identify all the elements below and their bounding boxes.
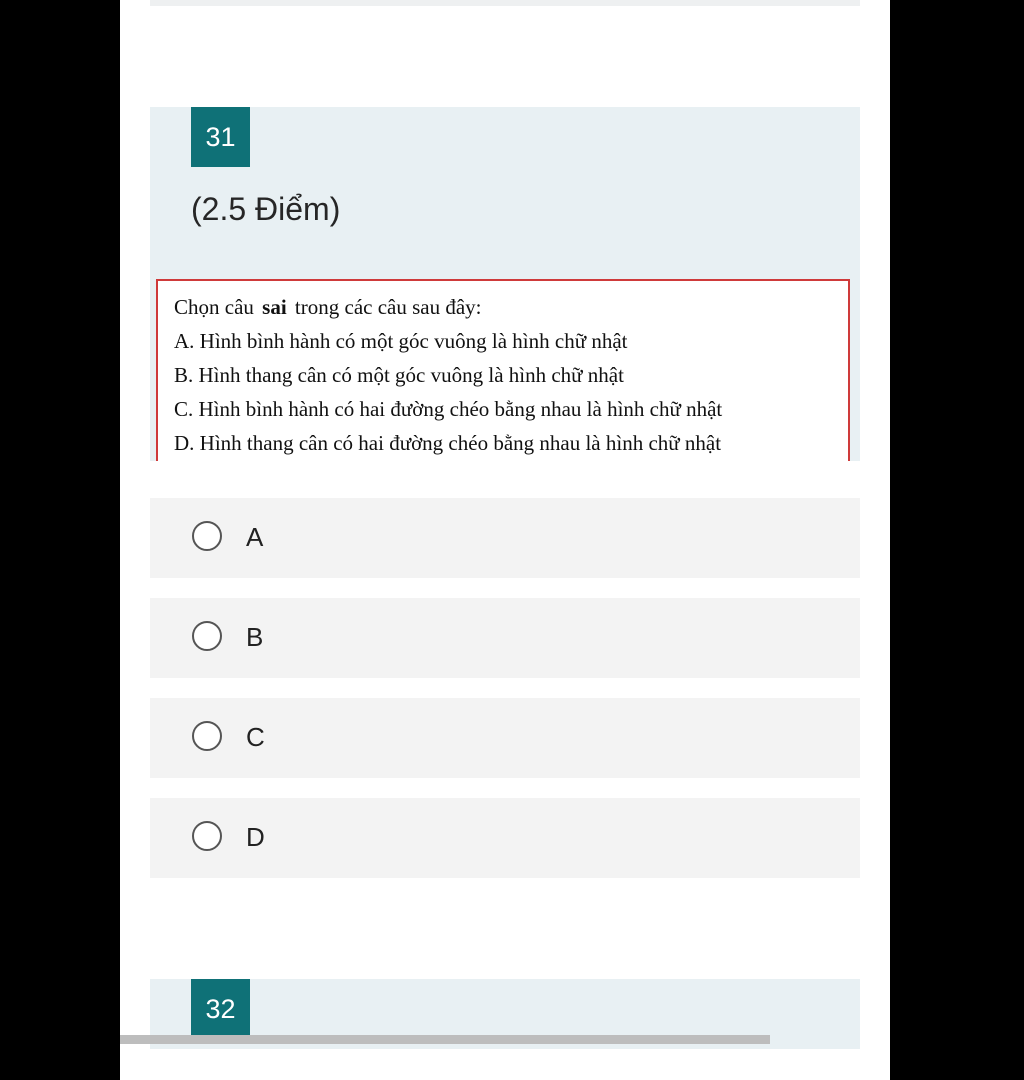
- question-image-box: [156, 279, 850, 461]
- question-points: (2.5 Điểm): [191, 191, 341, 227]
- statement-d: D. Hình thang cân có hai đường chéo bằng nhau là hình chữ nhật: [174, 431, 722, 455]
- prompt-emphasis: sai: [262, 295, 287, 319]
- prompt-text-after: trong các câu sau đây:: [294, 295, 482, 319]
- option-a-label: A: [246, 522, 264, 552]
- statement-a: A. Hình bình hành có một góc vuông là hình chữ nhật: [174, 329, 628, 353]
- radio-unchecked-icon[interactable]: [192, 821, 222, 851]
- previous-question-card-edge: [150, 0, 860, 6]
- question-prompt: [174, 291, 848, 325]
- next-question-number-badge: 32: [191, 979, 250, 1039]
- statement-c: C. Hình bình hành có hai đường chéo bằng nhau là hình chữ nhật: [174, 397, 723, 421]
- option-b-label: B: [246, 622, 264, 652]
- question-number-badge: 31: [191, 107, 250, 167]
- radio-unchecked-icon[interactable]: [192, 521, 222, 551]
- horizontal-scrollbar[interactable]: [120, 1035, 770, 1044]
- statement-b: B. Hình thang cân có một góc vuông là hình chữ nhật: [174, 363, 624, 387]
- form-screen: [120, 0, 890, 1080]
- option-d-label: D: [246, 822, 265, 852]
- question-header: [150, 107, 860, 461]
- radio-unchecked-icon[interactable]: [192, 621, 222, 651]
- option-a[interactable]: [150, 498, 860, 578]
- option-c-label: C: [246, 722, 265, 752]
- radio-unchecked-icon[interactable]: [192, 721, 222, 751]
- option-c[interactable]: [150, 698, 860, 778]
- prompt-text-before: Chọn câu: [174, 295, 254, 319]
- option-d[interactable]: [150, 798, 860, 878]
- option-b[interactable]: [150, 598, 860, 678]
